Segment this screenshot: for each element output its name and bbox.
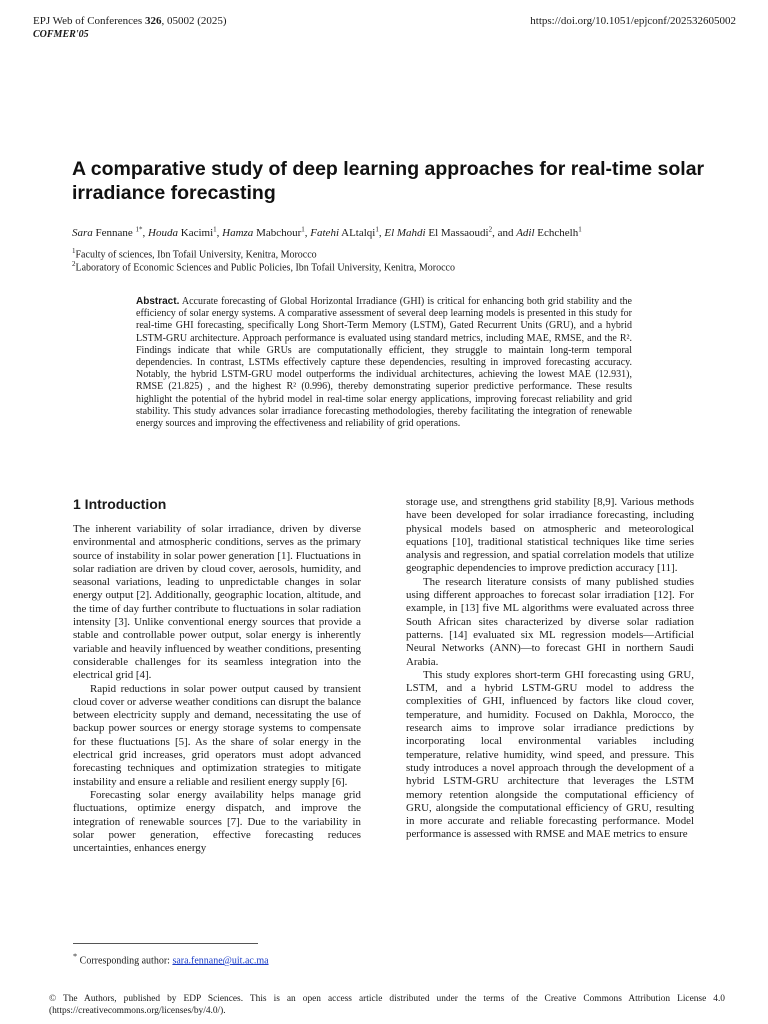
conference-name: COFMER'05 — [33, 29, 89, 40]
section-heading: 1 Introduction — [73, 496, 167, 512]
left-column — [73, 496, 361, 855]
article-number: , 05002 (2025) — [161, 15, 227, 27]
paragraph: The research literature consists of many published studies using different approaches to forecast solar irradiation [12]. For example, in [13] five ML algorithms were evaluated across three South African sites characterized by diverse solar radiation patterns. [14] evaluated six ML regression models—Artificial Neural Networks (ANN)—to forecast GHI in northern Saudi Arabia. — [406, 575, 694, 668]
abstract — [136, 296, 632, 430]
doi-link[interactable]: https://doi.org/10.1051/epjconf/202532605002 — [530, 15, 736, 27]
footnote: * Corresponding author: sara.fennane@uit.ac.ma — [73, 952, 269, 967]
author: El Mahdi El Massaoudi$^2$, and — [384, 225, 517, 239]
paragraph: Forecasting solar energy availability helps manage grid fluctuations, optimize energy dispatch, and improve the integration of renewable sources [7]. Due to the variability in solar power generation, effective forecasting reduces uncertainties, enhances energy — [73, 788, 361, 855]
footnote-divider — [73, 943, 258, 944]
right-column — [406, 496, 694, 842]
author: Hamza Mabchour$^1$, — [222, 225, 311, 239]
email-link[interactable]: sara.fennane@uit.ac.ma — [172, 955, 269, 967]
journal-name: EPJ Web of Conferences — [33, 15, 143, 27]
affiliation: $^1$Faculty of sciences, Ibn Tofail University, Kenitra, Morocco — [72, 247, 317, 261]
paragraph: The inherent variability of solar irradiance, driven by diverse environmental and atmospheric conditions, serves as the primary source of instability in solar power generation [1]. Fluctuations in solar radiation are driven by cloud cover, aerosols, humidity, and seasonal variations, leading to unpredictable changes in solar energy output [2]. Additionally, geographic location, altitude, and the time of day further contribute to fluctuations in solar radiation intensity [3]. Unlike conventional energy sources that provide a stable and controllable power output, solar energy is inherently variable and heavily influenced by weather conditions, presenting considerable challenges for its seamless integration into the electrical grid [4]. — [73, 523, 361, 682]
paragraph: This study explores short-term GHI forecasting using GRU, LSTM, and a hybrid LSTM-GRU model to address the complexities of GHI, influenced by factors like cloud cover, temperature, and humidity. Focused on Dakhla, Morocco, the research aims to improve solar irradiance predictions by incorporating local environmental variables including temperature, relative humidity, wind speed, and pressure. This study introduces a novel approach through the development of a hybrid LSTM-GRU architecture that leverages the LSTM memory retention alongside the computational efficiency of GRU, alongside the computational efficiency of GRU, resulting in more accurate and reliable forecasting performance. Model performance is assessed with RMSE and MAE metrics to ensure — [406, 668, 694, 841]
author-list — [72, 222, 712, 240]
author: Fatehi ALtalqi$^1$, — [310, 225, 385, 239]
license-text: © The Authors, published by EDP Sciences. This is an open access article distributed under the terms of the Creative Commons Attribution License 4.0 (https://creativecommons.org/licenses/by/4.0/). — [49, 994, 725, 1016]
abstract-text: Accurate forecasting of Global Horizontal Irradiance (GHI) is critical for enhancing both grid stability and the efficiency of solar energy systems. A comparative assessment of several deep learning models is presented in this study for real-time GHI forecasting, specifically Long Short-Term Memory (LSTM), Gated Recurrent Units (GRU), and a hybrid LSTM-GRU architecture. Approach performance is evaluated using standard metrics, including MAE, RMSE, and the R². Findings indicate that while GRUs are computationally efficient, they struggle to maintain long-term temporal dependencies. In contrast, LSTMs effectively capture these dependencies, resulting in improved forecasting accuracy. Notably, the hybrid LSTM-GRU model outperforms the individual architectures, achieving the lowest MAE (12.931), RMSE (21.825) , and the highest R² (0.996), thereby demonstrating superior predictive performance. These results highlight the potential of the hybrid model in real-time solar energy applications, improving forecast reliability and grid stability. This study advances solar irradiance forecasting methodologies, thereby facilitating the integration of renewable energy sources and improving the effectiveness and reliability of grid operations. — [136, 296, 632, 430]
volume-number: 326 — [144, 15, 162, 27]
affiliation: $^2$Laboratory of Economic Sciences and Public Policies, Ibn Tofail University, Kenitra, Morocco — [72, 260, 455, 274]
author: Houda Kacimi$^1$, — [148, 225, 223, 239]
paragraph: Rapid reductions in solar power output caused by transient cloud cover or adverse weather conditions can disrupt the balance between electricity supply and demand, necessitating the use of backup power sources or energy storage systems to compensate for these fluctuations [5]. As the share of solar energy in the electrical grid increases, grid operators must adopt advanced forecasting techniques and optimization strategies to mitigate instability and ensure a reliable and resilient energy supply [6]. — [73, 682, 361, 788]
author: Adil Echchelh$^1$ — [516, 225, 582, 239]
paper-title: A comparative study of deep learning approaches for real-time solar irradiance forecasting — [72, 158, 705, 204]
abstract-label: Abstract. — [136, 296, 180, 307]
author: Sara Fennane $^{1*}$, — [72, 225, 149, 239]
paragraph: storage use, and strengthens grid stability [8,9]. Various methods have been developed for solar irradiance forecasting, including physical models based on atmospheric and meteorological equations [10], traditional statistical techniques like time series analysis and regression, and spatial correlation models that utilize geographic dependencies to improve prediction accuracy [11]. — [406, 496, 694, 575]
running-header — [33, 14, 227, 28]
